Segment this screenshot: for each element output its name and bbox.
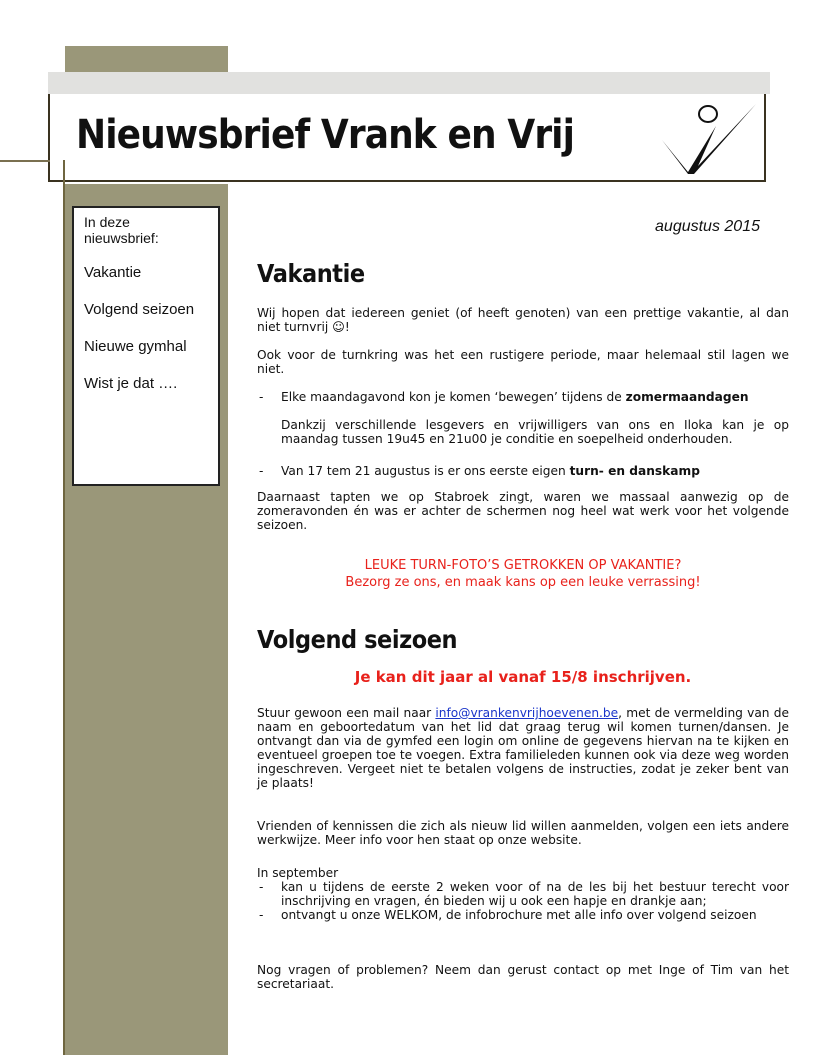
vakantie-bullet-1-bold: zomermaandagen [625, 390, 749, 404]
seizoen-bullet-1: kan u tijdens de eerste 2 weken voor of na de les bij het bestuur terecht voor inschrijving en vragen, én bieden wij u ook een hapje en drankje aan; [281, 880, 789, 908]
registration-highlight: Je kan dit jaar al vanaf 15/8 inschrijven. [354, 668, 692, 686]
issue-date: augustus 2015 [655, 218, 760, 235]
toc-item-nieuwe-gymhal[interactable]: Nieuwe gymhal [84, 338, 187, 355]
decor-horizontal-line [0, 160, 50, 162]
vakantie-paragraph-1: Wij hopen dat iedereen geniet (of heeft genoten) van een prettige vakantie, al dan niet turnvrij ☺! [257, 306, 789, 334]
vakantie-bullet-2 [281, 464, 791, 478]
vakantie-bullet-1-text: Elke maandagavond kon je komen ‘bewegen’ tijdens de [281, 390, 626, 404]
bullet-dash: - [259, 464, 264, 478]
bullet-dash: - [259, 390, 264, 404]
seizoen-paragraph-1-rest: , met de vermelding van de naam en geboortedatum van het lid dat graag terug wil komen turnen/dansen. Je ontvangt dan via de gymfed een login om online de gegevens hiervan na te kijken en eventueel groepen toe te voegen. Extra familieleden kunnen ook via deze weg worden ingeschreven. Vergeet niet te betalen volgens de instructies, zodat je zeker bent van je plaats! [257, 706, 789, 790]
vakantie-bullet-1-detail: Dankzij verschillende lesgevers en vrijwilligers van ons en Iloka kan je op maandag tussen 19u45 en 21u00 je conditie en soepelheid onderhouden. [281, 418, 789, 446]
toc-box [72, 206, 220, 486]
bullet-dash: - [259, 908, 264, 922]
vakantie-paragraph-2: Ook voor de turnkring was het een rustigere periode, maar helemaal stil lagen we niet. [257, 348, 789, 376]
section-title-volgend-seizoen: Volgend seizoen [257, 625, 458, 654]
toc-item-wist-je-dat[interactable]: Wist je dat …. [84, 375, 178, 392]
section-title-vakantie: Vakantie [257, 259, 365, 288]
vakantie-paragraph-3: Daarnaast tapten we op Stabroek zingt, waren we massaal aanwezig op de zomeravonden én was er achter de schermen nog heel wat werk voor het volgende seizoen. [257, 490, 789, 532]
decor-gray-band [48, 72, 770, 94]
seizoen-paragraph-4: Nog vragen of problemen? Neem dan gerust contact op met Inge of Tim van het secretariaat. [257, 963, 789, 991]
photo-callout-line-2: Bezorg ze ons, en maak kans op een leuke verrassing! [345, 575, 701, 590]
seizoen-paragraph-1-start: Stuur gewoon een mail naar [257, 706, 436, 720]
toc-item-vakantie[interactable]: Vakantie [84, 264, 142, 281]
seizoen-paragraph-2: Vrienden of kennissen die zich als nieuw lid willen aanmelden, volgen een iets andere werkwijze. Meer info voor hen staat op onze website. [257, 819, 789, 847]
seizoen-paragraph-1 [257, 706, 789, 790]
vakantie-bullet-1 [281, 390, 791, 404]
toc-item-volgend-seizoen[interactable]: Volgend seizoen [84, 301, 195, 318]
club-logo [658, 100, 758, 178]
toc-heading: In deze nieuwsbrief: [84, 214, 159, 246]
photo-callout-line-1: LEUKE TURN-FOTO’S GETROKKEN OP VAKANTIE? [364, 558, 682, 573]
decor-olive-top [65, 46, 228, 72]
vakantie-bullet-2-text: Van 17 tem 21 augustus is er ons eerste eigen [281, 464, 570, 478]
bullet-dash: - [259, 880, 264, 894]
email-link[interactable]: info@vrankenvrijhoevenen.be [435, 706, 619, 720]
seizoen-bullet-2: ontvangt u onze WELKOM, de infobrochure met alle info over volgend seizoen [281, 908, 757, 922]
newsletter-title: Nieuwsbrief Vrank en Vrij [76, 112, 575, 158]
vakantie-bullet-2-bold: turn- en danskamp [569, 464, 700, 478]
seizoen-paragraph-3-intro: In september [257, 866, 339, 880]
